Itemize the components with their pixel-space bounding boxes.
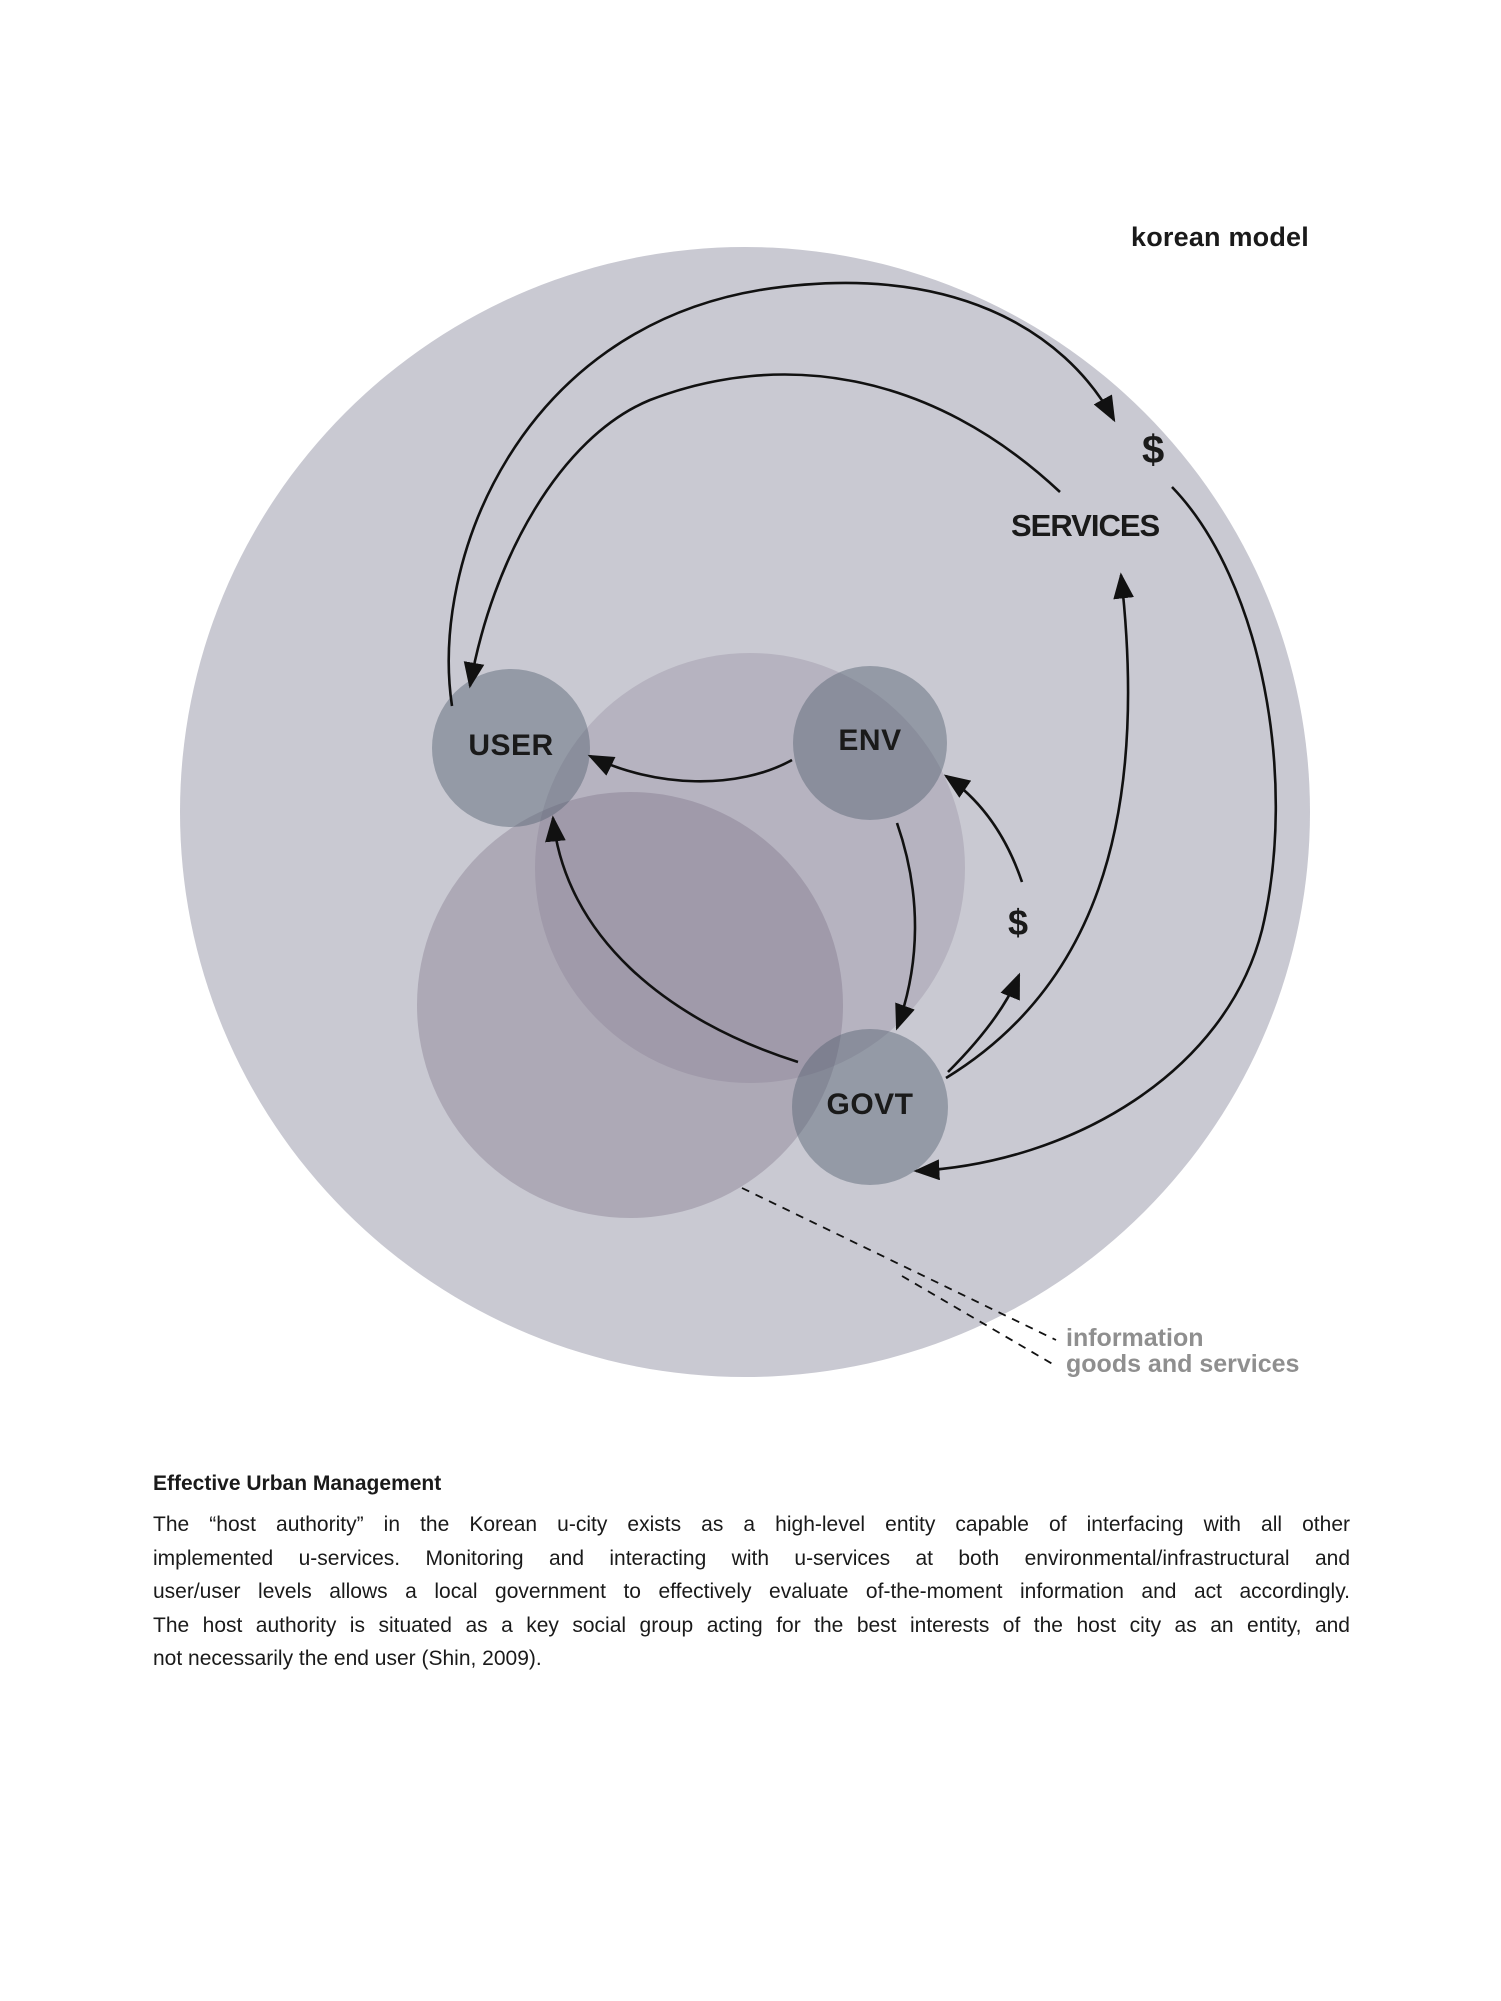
- caption-line: The host authority is situated as a key social group acting for the best interests of the host city as an entity, and: [153, 1613, 1350, 1637]
- env-node-label: ENV: [838, 724, 902, 757]
- caption-line: implemented u-services. Monitoring and interacting with u-services at both environmental/infrastructural and: [153, 1546, 1350, 1570]
- goods-services-callout-label: goods and services: [1066, 1350, 1300, 1378]
- dollar-top-label: $: [1142, 428, 1165, 472]
- govt-node-label: GOVT: [826, 1088, 914, 1121]
- caption-block: [153, 1472, 1350, 1676]
- information-callout-label: information: [1066, 1324, 1204, 1352]
- caption-heading: Effective Urban Management: [153, 1472, 442, 1495]
- inner-dark-circle: [417, 792, 843, 1218]
- caption-paragraph: [153, 1508, 1350, 1676]
- services-label: SERVICES: [1011, 508, 1160, 543]
- user-node-label: USER: [468, 729, 554, 762]
- caption-line: not necessarily the end user (Shin, 2009).: [153, 1647, 542, 1670]
- dollar-mid-label: $: [1008, 902, 1029, 943]
- caption-line: user/user levels allows a local government to effectively evaluate of-the-moment information and act accordingly.: [153, 1580, 1350, 1603]
- caption-line: The “host authority” in the Korean u-city exists as a high-level entity capable of interfacing with all other: [153, 1513, 1350, 1536]
- diagram-title: korean model: [1131, 222, 1309, 252]
